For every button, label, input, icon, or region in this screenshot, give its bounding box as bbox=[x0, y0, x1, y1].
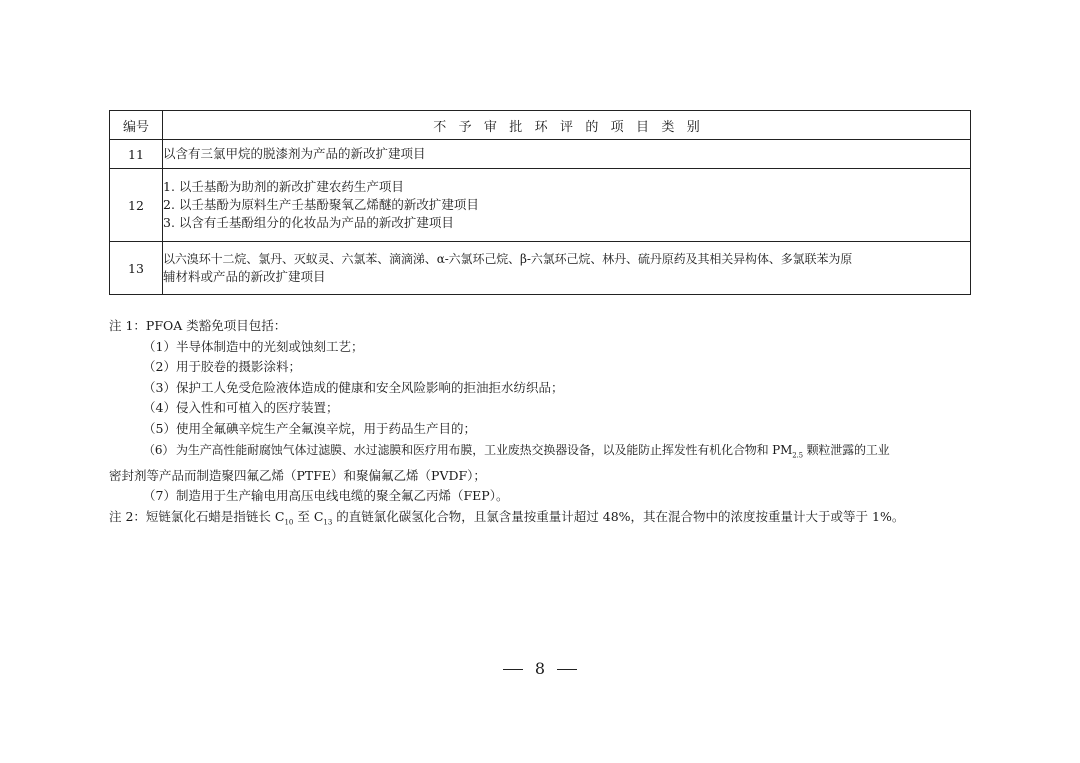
note-item-6 bbox=[109, 440, 973, 466]
description-line: 1. 以壬基酚为助剂的新改扩建农药生产项目 bbox=[163, 179, 404, 194]
note-item-marker: （4） bbox=[143, 400, 176, 416]
note-item-6-continuation: 密封剂等产品而制造聚四氟乙烯（PTFE）和聚偏氟乙烯（PVDF）； bbox=[109, 467, 486, 483]
description-line: 3. 以含有壬基酚组分的化妆品为产品的新改扩建项目 bbox=[163, 215, 454, 230]
notes-section bbox=[109, 316, 973, 533]
note-item bbox=[109, 357, 973, 378]
note-2-text-post: 的直链氯化碳氢化合物，且氯含量按重量计超过 48%，其在混合物中的浓度按重量计大于或等于 1%。 bbox=[332, 508, 905, 524]
description-line: 以含有三氯甲烷的脱漆剂为产品的新改扩建项目 bbox=[163, 146, 426, 161]
description-line: 辅材料或产品的新改扩建项目 bbox=[163, 269, 326, 284]
table-header-row bbox=[110, 111, 971, 140]
note-item-text: 使用全氟碘辛烷生产全氟溴辛烷，用于药品生产目的； bbox=[176, 420, 477, 436]
page-footer bbox=[0, 659, 1080, 678]
header-category: 不予审批环评的项目类别 bbox=[163, 111, 971, 140]
note-item bbox=[109, 419, 973, 440]
row-description bbox=[163, 242, 971, 295]
table-row bbox=[110, 140, 971, 169]
row-description bbox=[163, 140, 971, 169]
note-item-marker: （6） bbox=[143, 442, 175, 457]
description-line: 以六溴环十二烷、氯丹、灭蚁灵、六氯苯、滴滴涕、α-六氯环己烷、β-六氯环己烷、林丹、硫丹原药及其相关异构体、多氯联苯为原 bbox=[163, 252, 853, 266]
row-number: 11 bbox=[110, 140, 163, 169]
page-number: 8 bbox=[534, 659, 546, 678]
row-description bbox=[163, 169, 971, 242]
note-item-marker: （7） bbox=[143, 488, 176, 504]
note-item-marker: （3） bbox=[143, 379, 176, 395]
carbon-subscript: 13 bbox=[323, 518, 333, 527]
table-row bbox=[110, 169, 971, 242]
note-item-6-text: 为生产高性能耐腐蚀气体过滤膜、水过滤膜和医疗用布膜，工业废热交换器设备，以及能防止挥发性有机化合物和 PM bbox=[176, 442, 793, 457]
footer-dash-right bbox=[557, 669, 577, 670]
note-item-marker: （2） bbox=[143, 359, 176, 375]
pm-subscript: 2.5 bbox=[792, 450, 803, 459]
note-1-title: 注 1：PFOA 类豁免项目包括： bbox=[109, 318, 287, 333]
note-item bbox=[109, 486, 973, 507]
carbon-subscript: 10 bbox=[284, 518, 294, 527]
header-number: 编号 bbox=[110, 111, 163, 140]
note-2-text: 注 2：短链氯化石蜡是指链长 C bbox=[109, 508, 285, 524]
note-item-marker: （1） bbox=[143, 338, 176, 354]
note-item-marker: （5） bbox=[143, 420, 176, 436]
note-item-text: 侵入性和可植入的医疗装置； bbox=[176, 400, 339, 416]
table-row bbox=[110, 242, 971, 295]
note-item-text: 用于胶卷的摄影涂料； bbox=[176, 359, 302, 375]
note-item-text: 保护工人免受危险液体造成的健康和安全风险影响的拒油拒水纺织品； bbox=[176, 379, 564, 395]
footer-dash-left bbox=[503, 669, 523, 670]
note-item bbox=[109, 337, 973, 358]
note-2-text-mid: 至 C bbox=[293, 508, 324, 524]
note-2 bbox=[109, 507, 973, 533]
project-category-table bbox=[109, 110, 971, 295]
note-item bbox=[109, 378, 973, 399]
note-item-6-text-end: 颗粒泄露的工业 bbox=[802, 442, 890, 457]
description-line: 2. 以壬基酚为原料生产壬基酚聚氧乙烯醚的新改扩建项目 bbox=[163, 197, 479, 212]
row-number: 13 bbox=[110, 242, 163, 295]
note-item-text: 制造用于生产输电用高压电线电缆的聚全氟乙丙烯（FEP）。 bbox=[176, 488, 509, 504]
row-number: 12 bbox=[110, 169, 163, 242]
note-item-text: 半导体制造中的光刻或蚀刻工艺； bbox=[176, 338, 364, 354]
note-item bbox=[109, 398, 973, 419]
